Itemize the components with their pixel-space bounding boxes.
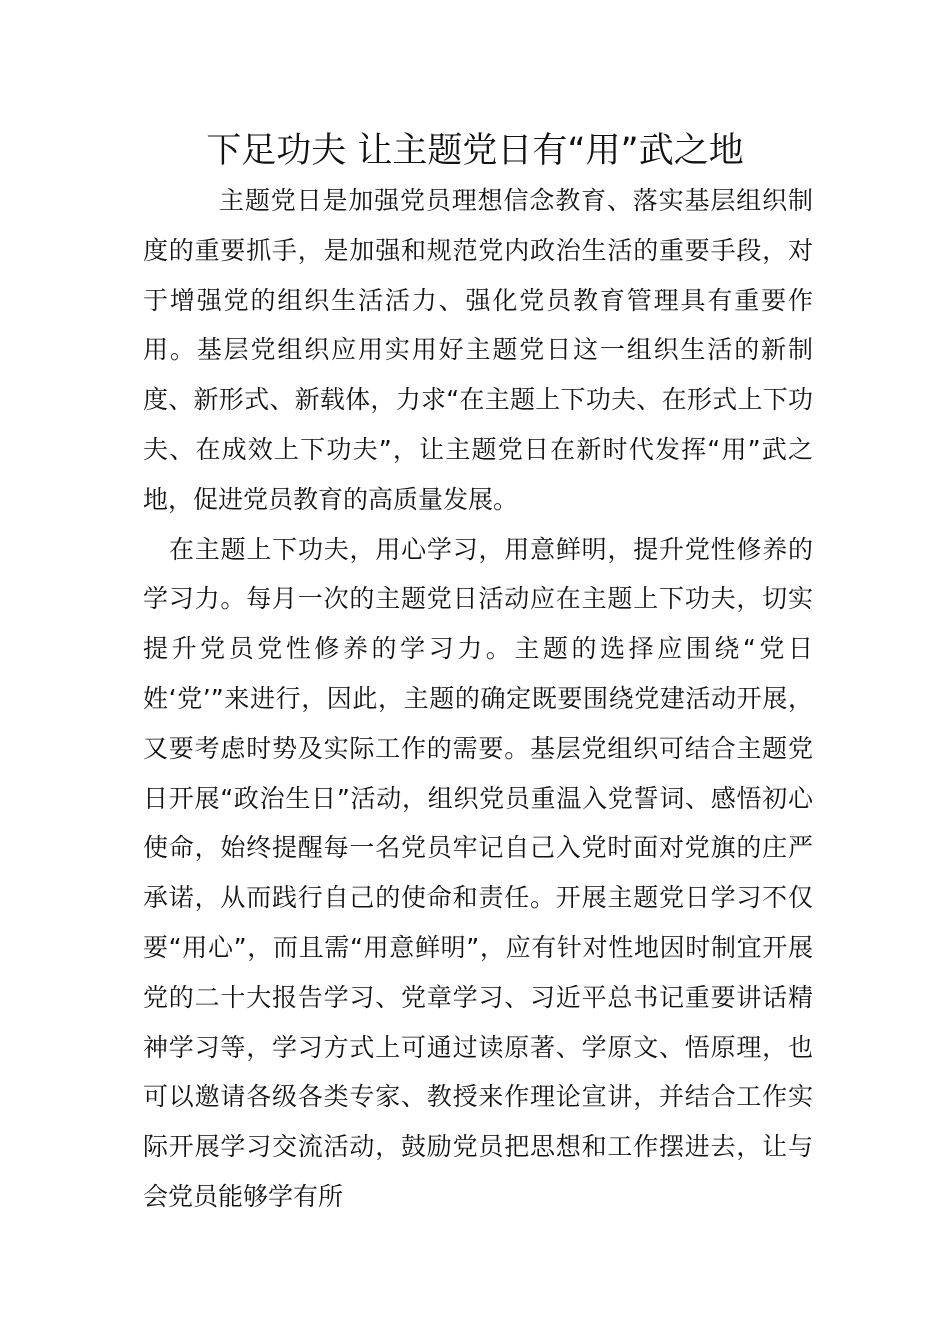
paragraph-intro: 主题党日是加强党员理想信念教育、落实基层组织制度的重要抓手，是加强和规范党内政治生活的重要手段，对于增强党的组织生活活力、强化党员教育管理具有重要作用。基层党组织应用实用好主题党日这一组织生活的新制度、新形式、新载体，力求“在主题上下功夫、在形式上下功夫、在成效上下功夫”，让主题党日在新时代发挥“用”武之地，促进党员教育的高质量发展。 (143, 186, 813, 514)
document-title: 下足功夫 让主题党日有“用”武之地 (206, 131, 744, 171)
paragraph-theme: 在主题上下功夫，用心学习，用意鲜明，提升党性修养的学习力。每月一次的主题党日活动应在主题上下功夫，切实提升党员党性修养的学习力。主题的选择应围绕“党日姓‘党’”来进行，因此，主题的确定既要围绕党建活动开展，又要考虑时势及实际工作的需要。基层党组织可结合主题党日开展“政治生日”活动，组织党员重温入党誓词、感悟初心使命，始终提醒每一名党员牢记自己入党时面对党旗的庄严承诺，从而践行自己的使命和责任。开展主题党日学习不仅要“用心”，而且需“用意鲜明”，应有针对性地因时制宜开展党的二十大报告学习、党章学习、习近平总书记重要讲话精神学习等，学习方式上可通过读原著、学原文、悟原理，也可以邀请各级各类专家、教授来作理论宣讲，并结合工作实际开展学习交流活动，鼓励党员把思想和工作摆进去，让与会党员能够学有所 (143, 534, 813, 1211)
document-body (143, 176, 813, 1222)
